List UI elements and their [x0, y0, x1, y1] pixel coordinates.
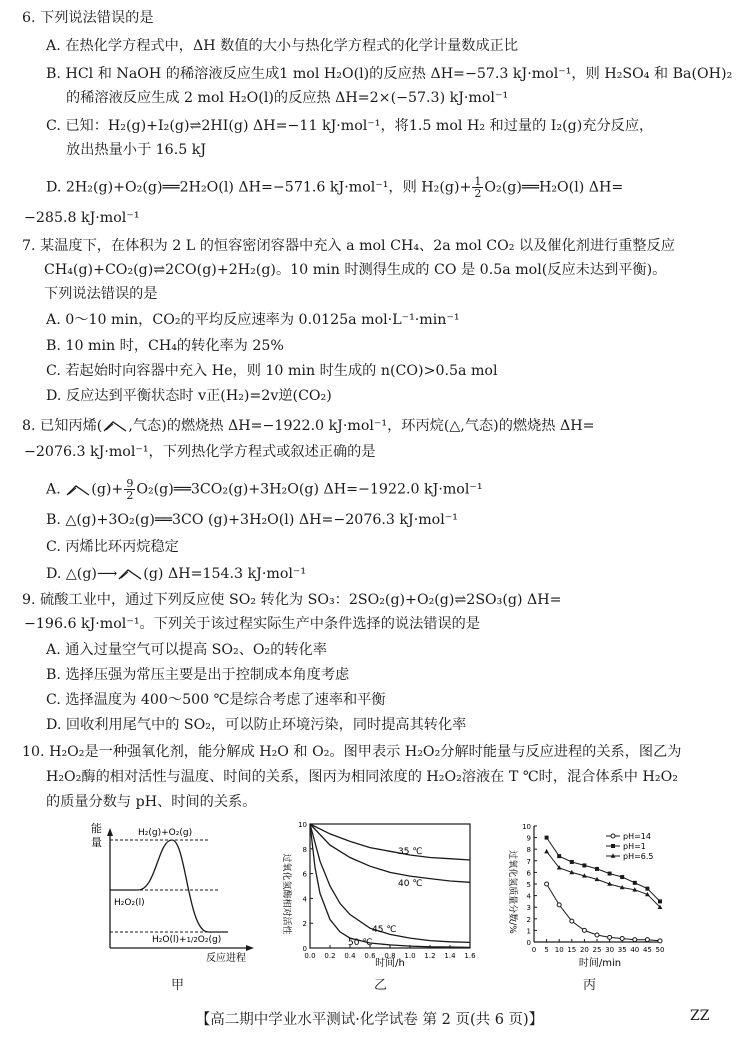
yi-x-tick-label: 1.2	[424, 952, 436, 960]
page-footer: 【高二期中学业水平测试·化学试卷 第 2 页(共 6 页)】	[195, 1012, 544, 1028]
q10-stem-line1: 10. H₂O₂是一种强氧化剂，能分解成 H₂O 和 O₂。图甲表示 H₂O₂分解时能量与反应进程的关系，图乙为	[22, 744, 682, 760]
yi-series-line	[310, 824, 470, 860]
q6-option-d-part2: O₂(g)══H₂O(l) ΔH=	[484, 179, 624, 196]
q9-option-c: C. 选择温度为 400～500 ℃是综合考虑了速率和平衡	[46, 692, 386, 708]
bing-legend-label: pH=14	[623, 832, 651, 841]
yi-series-label: 35 ℃	[398, 846, 423, 857]
q8-option-b: B. △(g)+3O₂(g)══3CO (g)+3H₂O(l) ΔH=−2076.3 kJ·mol⁻¹	[46, 512, 458, 528]
q8-stem-line1	[22, 416, 594, 436]
jia-xlabel: 反应进程	[206, 953, 246, 964]
bing-point	[645, 887, 649, 891]
bing-point	[611, 834, 615, 838]
q7-option-d: D. 反应达到平衡状态时 v正(H₂)=2v逆(CO₂)	[46, 388, 332, 404]
jia-bot-label	[152, 935, 221, 945]
q8-option-d	[46, 564, 306, 584]
bing-point	[557, 854, 561, 858]
yi-y-tick-label: 6	[302, 870, 307, 879]
bing-x-tick-label: 25	[592, 946, 602, 954]
bing-y-tick-label: 9	[526, 834, 531, 843]
q8-fraction-nine-halves	[124, 478, 135, 501]
bing-point	[620, 875, 624, 879]
bing-y-tick-label: 1	[526, 927, 531, 936]
q8-option-a	[46, 478, 483, 501]
bing-point	[595, 867, 599, 871]
yi-y-tick-label: 8	[302, 845, 307, 854]
q6-half-num: 1	[474, 175, 482, 188]
bing-point	[611, 844, 615, 848]
footer-code: ZZ	[690, 1008, 710, 1024]
yi-x-tick-label: 0.8	[384, 952, 396, 960]
jia-bot-label-b: O₂(g)	[197, 935, 222, 945]
q10-stem-line3: 的质量分数与 pH、时间的关系。	[46, 794, 257, 810]
jia-bot-label-a: H₂O(l)+	[152, 935, 187, 945]
jia-ylabel-1: 能	[91, 822, 102, 835]
bing-y-tick-label: 0	[526, 939, 531, 947]
bing-x-tick-label: 35	[617, 946, 627, 954]
q8-option-a-mid: (g)+	[91, 481, 124, 498]
q7-stem-line3: 下列说法错误的是	[44, 286, 158, 302]
q9-option-b: B. 选择压强为常压主要是出于控制成本角度考虑	[46, 667, 350, 683]
q6-option-d-line2: −285.8 kJ·mol⁻¹	[24, 210, 140, 226]
bing-point	[570, 919, 574, 923]
jia-energy-curve	[110, 840, 228, 932]
figure-jia-caption: 甲	[171, 978, 185, 993]
yi-series-line	[310, 824, 470, 882]
q6-option-b-line1: B. HCl 和 NaOH 的稀溶液反应生成1 mol H₂O(l)的反应热 ΔH=−57.3 kJ·mol⁻¹，则 H₂SO₄ 和 Ba(OH)₂	[46, 66, 733, 82]
jia-bot-half: 1/2	[186, 936, 198, 944]
bing-x-tick-label: 20	[579, 946, 589, 954]
bing-point	[570, 860, 574, 864]
bing-x-tick-label: 5	[544, 946, 549, 954]
yi-x-tick-label: 0.4	[344, 952, 356, 960]
yi-y-tick-label: 0	[302, 945, 307, 953]
q6-stem: 6. 下列说法错误的是	[22, 10, 154, 26]
figure-yi-chart	[270, 814, 480, 974]
q7-stem-line2: CH₄(g)+CO₂(g)⇌2CO(g)+2H₂(g)。10 min 时测得生成的 CO 是 0.5a mol(反应未达到平衡)。	[44, 262, 667, 278]
bing-point	[582, 863, 586, 867]
q7-option-b: B. 10 min 时，CH₄的转化率为 25%	[46, 338, 284, 354]
jia-mid-label: H₂O₂(l)	[114, 898, 145, 908]
bing-y-tick-label: 8	[526, 846, 531, 855]
bing-x-tick-label: 30	[605, 946, 615, 954]
bing-y-tick-label: 10	[522, 823, 531, 831]
yi-y-tick-label: 4	[302, 895, 307, 904]
bing-point	[608, 935, 612, 939]
bing-x-tick-label: 10	[554, 946, 564, 954]
q6-fraction-half	[472, 176, 483, 199]
bing-point	[608, 872, 612, 876]
bing-x-tick-label: 50	[655, 946, 665, 954]
bing-y-tick-label: 5	[526, 881, 531, 889]
propene-structure-icon	[102, 419, 128, 433]
bing-point	[645, 938, 649, 942]
yi-y-tick-label: 2	[302, 920, 307, 929]
bing-point	[545, 882, 549, 886]
q9-option-a: A. 通入过量空气可以提高 SO₂、O₂的转化率	[46, 642, 327, 658]
bing-point	[595, 933, 599, 937]
bing-point	[658, 899, 662, 903]
q6-option-b-line2: 的稀溶液反应生成 2 mol H₂O(l)的反应热 ΔH=2×(−57.3) kJ·mol⁻¹	[66, 90, 509, 106]
q8-stem-part1: 8. 已知丙烯(	[22, 418, 103, 434]
q9-option-d: D. 回收利用尾气中的 SO₂，可以防止环境污染，同时提高其转化率	[46, 717, 467, 733]
yi-series-label: 45 ℃	[372, 924, 397, 935]
propene-structure-icon	[117, 567, 143, 581]
yi-ylabel: 过氧化氢酶相对活性	[281, 853, 291, 935]
figure-bing-chart	[500, 814, 680, 974]
figure-bing-caption: 丙	[583, 978, 597, 993]
bing-x-tick-label: 15	[567, 946, 577, 954]
jia-top-label: H₂(g)+O₂(g)	[138, 828, 193, 838]
q7-stem-line1: 7. 某温度下，在体积为 2 L 的恒容密闭容器中充入 a mol CH₄、2a mol CO₂ 以及催化剂进行重整反应	[22, 238, 675, 254]
q6-option-a: A. 在热化学方程式中，ΔH 数值的大小与热化学方程式的化学计量数成正比	[46, 38, 519, 54]
bing-y-tick-label: 7	[526, 857, 531, 866]
q8-option-a-post: O₂(g)══3CO₂(g)+3H₂O(g) ΔH=−1922.0 kJ·mol⁻¹	[136, 481, 483, 498]
yi-x-tick-label: 0.6	[364, 952, 376, 960]
jia-ylabel-2: 量	[91, 836, 102, 849]
yi-xlabel: 时间/h	[375, 958, 405, 969]
q8-two: 2	[126, 489, 134, 502]
q8-option-d-post: (g) ΔH=154.3 kJ·mol⁻¹	[143, 566, 307, 582]
bing-y-tick-label: 4	[526, 892, 531, 901]
bing-xlabel: 时间/min	[578, 958, 622, 969]
q6-option-c-line1: C. 已知：H₂(g)+I₂(g)⇌2HI(g) ΔH=−11 kJ·mol⁻¹，将1.5 mol H₂ 和过量的 I₂(g)充分反应，	[46, 118, 654, 134]
q8-option-c: C. 丙烯比环丙烷稳定	[46, 539, 179, 555]
bing-legend-label: pH=6.5	[623, 852, 654, 861]
bing-legend-label: pH=1	[623, 842, 646, 851]
bing-y-tick-label: 3	[526, 904, 531, 913]
bing-point	[582, 928, 586, 932]
q8-option-a-label: A.	[46, 481, 61, 498]
bing-point	[633, 881, 637, 885]
q6-half-den: 2	[474, 187, 482, 200]
bing-point	[545, 836, 549, 840]
bing-point	[658, 939, 662, 943]
bing-y-tick-label: 2	[526, 915, 531, 924]
bing-point	[544, 849, 549, 853]
yi-x-tick-label: 1.6	[464, 952, 476, 960]
q10-stem-line2: H₂O₂酶的相对活性与温度、时间的关系，图丙为相同浓度的 H₂O₂溶液在 T ℃时，混合体系中 H₂O₂	[46, 769, 678, 785]
q7-option-a: A. 0～10 min，CO₂的平均反应速率为 0.0125a mol·L⁻¹·min⁻¹	[46, 312, 460, 328]
q6-option-c-line2: 放出热量小于 16.5 kJ	[66, 142, 207, 158]
bing-x-tick-label: 45	[642, 946, 652, 954]
yi-series-label: 50 ℃	[348, 937, 373, 948]
q8-option-d-pre: D. △(g)⟶	[46, 566, 118, 582]
figure-jia-energy-diagram	[88, 818, 258, 968]
yi-series-label: 40 ℃	[398, 879, 423, 889]
bing-point	[620, 937, 624, 941]
q6-option-d-line1	[46, 176, 623, 199]
q9-stem-line1: 9. 硫酸工业中，通过下列反应使 SO₂ 转化为 SO₃：2SO₂(g)+O₂(g)⇌2SO₃(g) ΔH=	[22, 592, 562, 608]
q7-option-c: C. 若起始时向容器中充入 He，则 10 min 时生成的 n(CO)>0.5a mol	[46, 363, 498, 379]
q8-stem-part2: ,气态)的燃烧热 ΔH=−1922.0 kJ·mol⁻¹，环丙烷(△,气态)的燃烧热 ΔH=	[128, 418, 595, 434]
yi-x-tick-label: 0.2	[324, 952, 336, 960]
yi-x-tick-label: 0.0	[304, 952, 316, 960]
bing-x-tick-label: 40	[630, 946, 640, 954]
jia-x-arrow	[246, 945, 254, 951]
q8-nine: 9	[126, 477, 134, 490]
bing-point	[557, 903, 561, 907]
q8-stem-line2: −2076.3 kJ·mol⁻¹，下列热化学方程式或叙述正确的是	[24, 444, 376, 460]
propene-structure-icon	[65, 483, 91, 497]
bing-ylabel: 过氧化氢质量分数/%	[507, 850, 517, 934]
q6-option-d-part1: D. 2H₂(g)+O₂(g)══2H₂O(l) ΔH=−571.6 kJ·mol⁻¹，则 H₂(g)+	[46, 179, 472, 196]
q9-stem-line2: −196.6 kJ·mol⁻¹。下列关于该过程实际生产中条件选择的说法错误的是	[24, 616, 481, 632]
yi-y-tick-label: 10	[298, 821, 307, 829]
bing-point	[633, 938, 637, 942]
jia-y-arrow	[107, 828, 113, 836]
yi-x-tick-label: 1.0	[404, 952, 416, 960]
bing-x-tick-label: 0	[531, 946, 537, 954]
bing-y-tick-label: 6	[526, 869, 531, 878]
figure-yi-caption: 乙	[374, 978, 388, 993]
yi-x-tick-label: 1.4	[444, 952, 456, 960]
